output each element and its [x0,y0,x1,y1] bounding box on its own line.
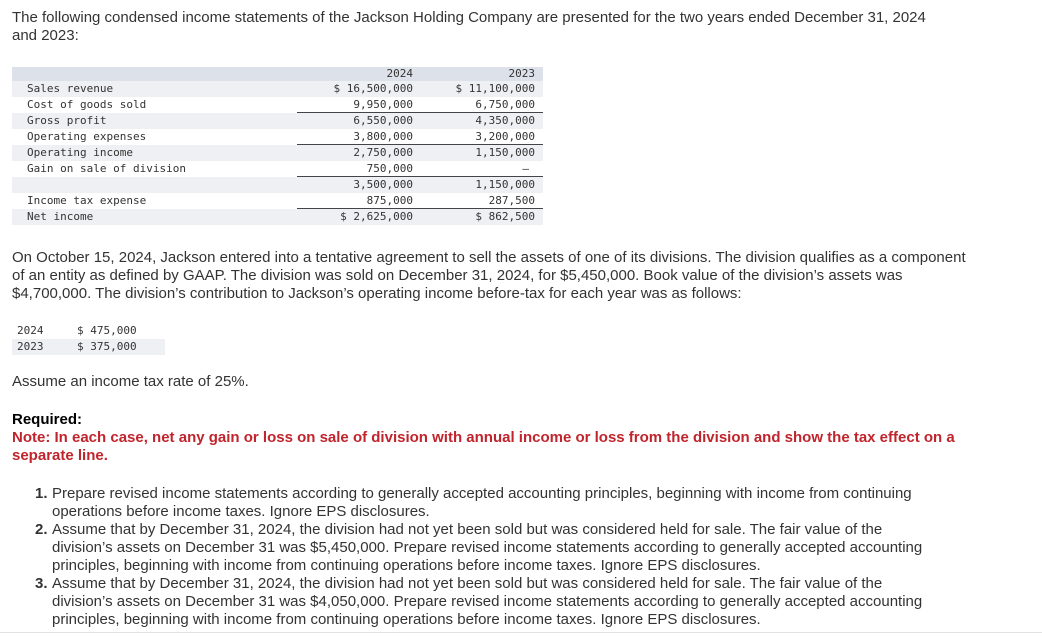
value-2024: $ 2,625,000 [297,209,417,225]
value-2024: 9,950,000 [297,97,417,113]
value-2024: 3,500,000 [297,177,417,193]
tax-rate-note: Assume an income tax rate of 25%. [12,373,249,390]
row-label: Sales revenue [12,81,297,97]
row-label: Cost of goods sold [27,97,147,111]
table-row [12,339,165,355]
row-label [12,177,297,193]
table-row [12,323,165,339]
list-item [35,521,935,575]
list-item-text: Prepare revised income statements according to generally accepted accounting principles, beginning with income from continuing operations before income taxes. Ignore EPS disclosures. [52,485,912,520]
contribution-year: 2023 [12,339,65,355]
contribution-table [12,323,165,355]
value-2024: 2,750,000 [297,145,417,161]
list-item [35,485,935,521]
contribution-amount: $ 375,000 [65,339,165,355]
list-item-number: 3. [35,575,48,592]
required-note: Note: In each case, net any gain or loss on sale of division with annual income or loss from the division and show the tax effect on a separate line. [12,429,955,464]
row-label: Operating expenses [27,129,147,143]
list-item-text: Assume that by December 31, 2024, the division had not yet been sold but was considered held for sale. The fair value of the division’s assets on December 31 was $4,050,000. Prepare revised income statements according to generally accepted accounting principles, beginning with income from continuing operations before income taxes. Ignore EPS disclosures. [52,575,923,628]
value-2023: 6,750,000 [417,97,543,113]
value-2023: 3,200,000 [417,129,543,145]
table-row [12,129,543,145]
value-2023: – [417,161,543,177]
value-2024: 750,000 [297,161,417,177]
value-2024: $ 16,500,000 [297,81,417,97]
value-2023: $ 11,100,000 [417,81,543,97]
contribution-year: 2024 [17,324,44,337]
value-2023: 1,150,000 [417,177,543,193]
list-item-number: 1. [35,485,48,502]
header-2024: 2024 [297,67,417,81]
row-label: Gain on sale of division [27,161,186,175]
income-statement-table [12,67,543,225]
table-row [12,113,543,129]
value-2023: $ 862,500 [417,209,543,225]
contribution-amount: $ 475,000 [77,324,137,337]
list-item-number: 2. [35,521,48,538]
row-label: Gross profit [12,113,297,129]
bottom-divider [0,632,1042,633]
list-item [35,575,935,629]
income-statement-header-row [12,67,543,81]
required-heading: Required: [12,411,83,428]
value-2023: 287,500 [417,193,543,209]
row-label: Net income [12,209,297,225]
table-row [12,177,543,193]
header-label-cell [12,67,297,81]
value-2023: 4,350,000 [417,113,543,129]
value-2024: 3,800,000 [297,129,417,145]
row-label: Operating income [12,145,297,161]
table-row [12,193,543,209]
row-label: Income tax expense [27,193,147,207]
table-row [12,161,543,177]
division-paragraph: On October 15, 2024, Jackson entered into a tentative agreement to sell the assets of one of its divisions. The division qualifies as a component of an entity as defined by GAAP. The division was sold on December 31, 2024, for $5,450,000. Book value of the division’s assets was $4,700,000. The division’s contribution to Jackson’s operating income before-tax for each year was as follows: [12,249,966,302]
value-2024: 875,000 [297,193,417,209]
table-row [12,97,543,113]
list-item-text: Assume that by December 31, 2024, the division had not yet been sold but was considered held for sale. The fair value of the division’s assets on December 31 was $5,450,000. Prepare revised income statements according to generally accepted accounting principles, beginning with income from continuing operations before income taxes. Ignore EPS disclosures. [52,521,923,574]
table-row [12,81,543,97]
value-2023: 1,150,000 [417,145,543,161]
intro-paragraph: The following condensed income statements of the Jackson Holding Company are presented for the two years ended December 31, 2024 and 2023: [12,9,926,44]
value-2024: 6,550,000 [297,113,417,129]
header-2023: 2023 [417,67,543,81]
table-row [12,209,543,225]
table-row [12,145,543,161]
required-list [35,485,935,629]
